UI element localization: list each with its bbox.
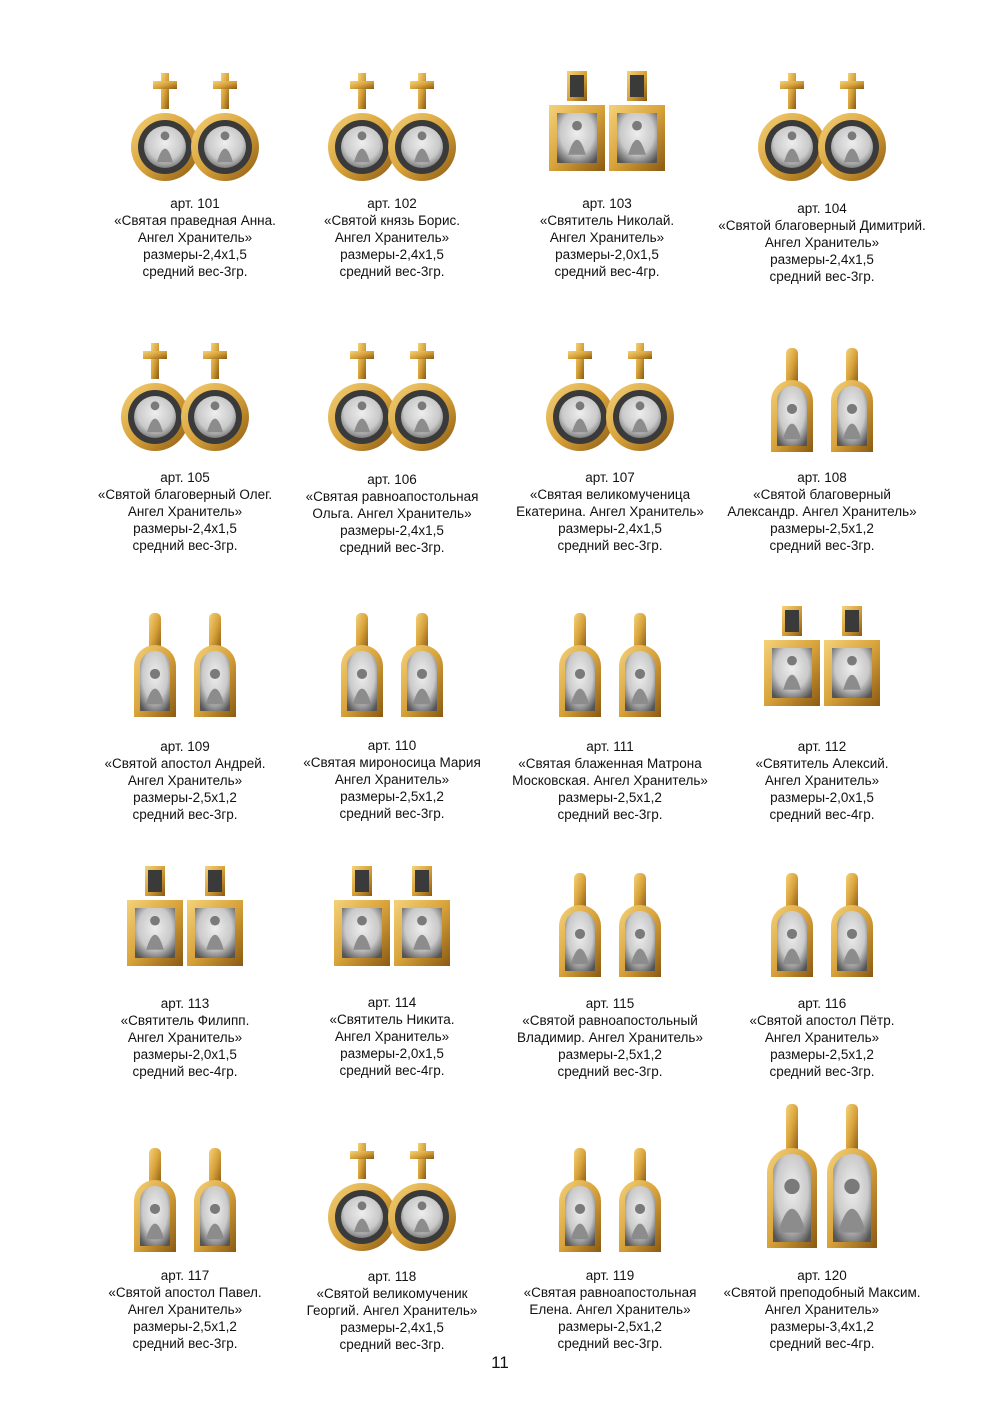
item-title-line-2: Ангел Хранитель» xyxy=(127,773,243,788)
item-size: размеры-2,5х1,2 xyxy=(558,1319,662,1334)
item-weight: средний вес-4гр. xyxy=(769,807,875,822)
article-number: арт. 104 xyxy=(797,201,847,216)
item-weight: средний вес-3гр. xyxy=(769,1064,875,1079)
pendant-illustration xyxy=(707,1093,937,1253)
pendant-illustration xyxy=(70,600,300,750)
item-size: размеры-2,0х1,5 xyxy=(133,1047,237,1062)
article-number: арт. 114 xyxy=(367,995,417,1010)
pendant-illustration xyxy=(495,600,725,750)
item-caption xyxy=(707,200,937,285)
item-title-line-2: Владимир. Ангел Хранитель» xyxy=(517,1030,703,1045)
item-size: размеры-2,4х1,5 xyxy=(133,521,237,536)
pendant-illustration xyxy=(80,65,310,215)
pendant-illustration xyxy=(277,860,507,1010)
item-title-line-2: Ангел Хранитель» xyxy=(549,230,665,245)
article-number: арт. 109 xyxy=(160,739,210,754)
item-caption xyxy=(495,469,725,554)
item-title-line-1: «Святой князь Борис. xyxy=(324,213,460,228)
pendant-illustration xyxy=(277,1135,507,1285)
item-weight: средний вес-3гр. xyxy=(557,1336,663,1351)
pendant-pair xyxy=(70,860,300,1010)
article-number: арт. 108 xyxy=(797,470,847,485)
item-size: размеры-2,5х1,2 xyxy=(770,1047,874,1062)
pendant-illustration xyxy=(70,860,300,1010)
item-title-line-2: Ангел Хранитель» xyxy=(334,772,450,787)
pendant-illustration xyxy=(277,65,507,215)
item-weight: средний вес-3гр. xyxy=(132,538,238,553)
pendant-illustration xyxy=(70,335,300,485)
item-weight: средний вес-3гр. xyxy=(769,269,875,284)
item-caption xyxy=(70,995,300,1080)
item-size: размеры-2,4х1,5 xyxy=(143,247,247,262)
pendant-illustration xyxy=(70,1135,300,1285)
article-number: арт. 118 xyxy=(367,1269,417,1284)
item-weight: средний вес-4гр. xyxy=(132,1064,238,1079)
pendant-illustration xyxy=(277,335,507,485)
article-number: арт. 111 xyxy=(586,739,634,754)
item-title-line-2: Ангел Хранитель» xyxy=(334,1029,450,1044)
item-title-line-1: «Святая блаженная Матрона xyxy=(518,756,702,771)
item-title-line-1: «Святитель Никита. xyxy=(329,1012,455,1027)
item-title-line-2: Георгий. Ангел Хранитель» xyxy=(306,1303,478,1318)
item-title-line-2: Ангел Хранитель» xyxy=(137,230,253,245)
item-title-line-1: «Святой великомученик xyxy=(316,1286,468,1301)
pendant-pair xyxy=(70,335,300,485)
pendant-pair xyxy=(707,1093,937,1253)
item-caption xyxy=(277,737,507,822)
article-number: арт. 120 xyxy=(797,1268,847,1283)
pendant-illustration xyxy=(707,600,937,750)
item-caption xyxy=(707,738,937,823)
item-title-line-2: Ангел Хранитель» xyxy=(764,235,880,250)
item-title-line-1: «Святой апостол Пётр. xyxy=(749,1013,895,1028)
pendant-pair xyxy=(277,335,507,485)
item-caption xyxy=(277,471,507,556)
item-caption xyxy=(707,469,937,554)
pendant-pair xyxy=(277,860,507,1010)
pendant-pair xyxy=(707,860,937,1010)
item-caption xyxy=(495,738,725,823)
pendant-pair xyxy=(495,335,725,485)
pendant-pair xyxy=(277,1135,507,1285)
item-title-line-1: «Святой благоверный Димитрий. xyxy=(718,218,926,233)
item-caption xyxy=(707,1267,937,1352)
item-title-line-1: «Святой благоверный xyxy=(753,487,891,502)
item-size: размеры-2,5х1,2 xyxy=(558,1047,662,1062)
pendant-pair xyxy=(707,65,937,215)
item-weight: средний вес-3гр. xyxy=(339,540,445,555)
item-size: размеры-2,5х1,2 xyxy=(133,790,237,805)
item-weight: средний вес-3гр. xyxy=(339,264,445,279)
item-size: размеры-2,4х1,5 xyxy=(340,1320,444,1335)
pendant-pair xyxy=(495,600,725,750)
item-size: размеры-2,0х1,5 xyxy=(555,247,659,262)
item-title-line-2: Ангел Хранитель» xyxy=(764,1030,880,1045)
item-caption xyxy=(80,195,310,280)
item-size: размеры-2,0х1,5 xyxy=(340,1046,444,1061)
item-size: размеры-2,5х1,2 xyxy=(340,789,444,804)
pendant-pair xyxy=(495,860,725,1010)
pendant-pair xyxy=(707,335,937,485)
item-title-line-1: «Святая праведная Анна. xyxy=(114,213,276,228)
pendant-pair xyxy=(80,65,310,215)
article-number: арт. 117 xyxy=(160,1268,210,1283)
item-title-line-1: «Святая равноапостольная xyxy=(305,489,479,504)
article-number: арт. 110 xyxy=(367,738,417,753)
item-title-line-1: «Святой апостол Павел. xyxy=(108,1285,262,1300)
item-caption xyxy=(492,195,722,280)
article-number: арт. 115 xyxy=(585,996,635,1011)
article-number: арт. 106 xyxy=(367,472,417,487)
item-title-line-1: «Святой равноапостольный xyxy=(522,1013,698,1028)
item-title-line-1: «Святитель Николай. xyxy=(539,213,675,228)
item-caption xyxy=(495,1267,725,1352)
pendant-illustration xyxy=(495,860,725,1010)
pendant-pair xyxy=(70,600,300,750)
article-number: арт. 107 xyxy=(585,470,635,485)
item-caption xyxy=(70,738,300,823)
item-title-line-1: «Святой апостол Андрей. xyxy=(104,756,266,771)
item-title-line-2: Ангел Хранитель» xyxy=(764,773,880,788)
pendant-pair xyxy=(277,600,507,750)
pendant-illustration xyxy=(277,600,507,750)
article-number: арт. 103 xyxy=(582,196,632,211)
item-title-line-2: Ангел Хранитель» xyxy=(127,1030,243,1045)
pendant-pair xyxy=(492,65,722,215)
article-number: арт. 105 xyxy=(160,470,210,485)
item-title-line-2: Екатерина. Ангел Хранитель» xyxy=(516,504,704,519)
pendant-illustration xyxy=(492,65,722,215)
pendant-illustration xyxy=(707,65,937,215)
item-weight: средний вес-3гр. xyxy=(339,806,445,821)
item-weight: средний вес-3гр. xyxy=(142,264,248,279)
item-caption xyxy=(277,994,507,1079)
pendant-illustration xyxy=(495,1135,725,1285)
pendant-pair xyxy=(277,65,507,215)
item-size: размеры-2,4х1,5 xyxy=(558,521,662,536)
item-size: размеры-2,4х1,5 xyxy=(340,523,444,538)
item-caption xyxy=(707,995,937,1080)
item-weight: средний вес-3гр. xyxy=(557,1064,663,1079)
item-title-line-2: Московская. Ангел Хранитель» xyxy=(512,773,708,788)
item-weight: средний вес-3гр. xyxy=(132,807,238,822)
item-caption xyxy=(277,195,507,280)
item-weight: средний вес-3гр. xyxy=(557,807,663,822)
article-number: арт. 101 xyxy=(170,196,220,211)
item-title-line-1: «Святитель Филипп. xyxy=(120,1013,250,1028)
article-number: арт. 119 xyxy=(585,1268,635,1283)
item-title-line-1: «Святой преподобный Максим. xyxy=(723,1285,921,1300)
item-size: размеры-2,5х1,2 xyxy=(133,1319,237,1334)
item-weight: средний вес-3гр. xyxy=(557,538,663,553)
article-number: арт. 116 xyxy=(797,996,847,1011)
pendant-illustration xyxy=(707,335,937,485)
item-weight: средний вес-3гр. xyxy=(769,538,875,553)
pendant-pair xyxy=(70,1135,300,1285)
item-title-line-1: «Святой благоверный Олег. xyxy=(97,487,273,502)
item-title-line-1: «Святая великомученица xyxy=(529,487,691,502)
item-title-line-2: Елена. Ангел Хранитель» xyxy=(529,1302,691,1317)
item-caption xyxy=(70,469,300,554)
item-title-line-2: Ангел Хранитель» xyxy=(127,504,243,519)
article-number: арт. 102 xyxy=(367,196,417,211)
item-title-line-1: «Святая мироносица Мария xyxy=(303,755,481,770)
pendant-illustration xyxy=(707,860,937,1010)
page-number: 11 xyxy=(491,1353,509,1372)
item-title-line-2: Александр. Ангел Хранитель» xyxy=(727,504,917,519)
item-weight: средний вес-3гр. xyxy=(132,1336,238,1351)
item-title-line-2: Ангел Хранитель» xyxy=(127,1302,243,1317)
pendant-pair xyxy=(707,600,937,750)
article-number: арт. 113 xyxy=(160,996,210,1011)
item-title-line-2: Ангел Хранитель» xyxy=(764,1302,880,1317)
item-weight: средний вес-4гр. xyxy=(339,1063,445,1078)
item-weight: средний вес-4гр. xyxy=(769,1336,875,1351)
item-weight: средний вес-3гр. xyxy=(339,1337,445,1352)
article-number: арт. 112 xyxy=(797,739,847,754)
item-size: размеры-2,5х1,2 xyxy=(770,521,874,536)
item-size: размеры-2,0х1,5 xyxy=(770,790,874,805)
item-title-line-1: «Святитель Алексий. xyxy=(755,756,889,771)
item-size: размеры-2,4х1,5 xyxy=(340,247,444,262)
item-weight: средний вес-4гр. xyxy=(554,264,660,279)
item-size: размеры-3,4х1,2 xyxy=(770,1319,874,1334)
item-size: размеры-2,4х1,5 xyxy=(770,252,874,267)
pendant-illustration xyxy=(495,335,725,485)
item-title-line-2: Ольга. Ангел Хранитель» xyxy=(312,506,472,521)
item-title-line-2: Ангел Хранитель» xyxy=(334,230,450,245)
item-size: размеры-2,5х1,2 xyxy=(558,790,662,805)
item-caption xyxy=(70,1267,300,1352)
pendant-pair xyxy=(495,1135,725,1285)
item-title-line-1: «Святая равноапостольная xyxy=(523,1285,697,1300)
item-caption xyxy=(495,995,725,1080)
item-caption xyxy=(277,1268,507,1353)
